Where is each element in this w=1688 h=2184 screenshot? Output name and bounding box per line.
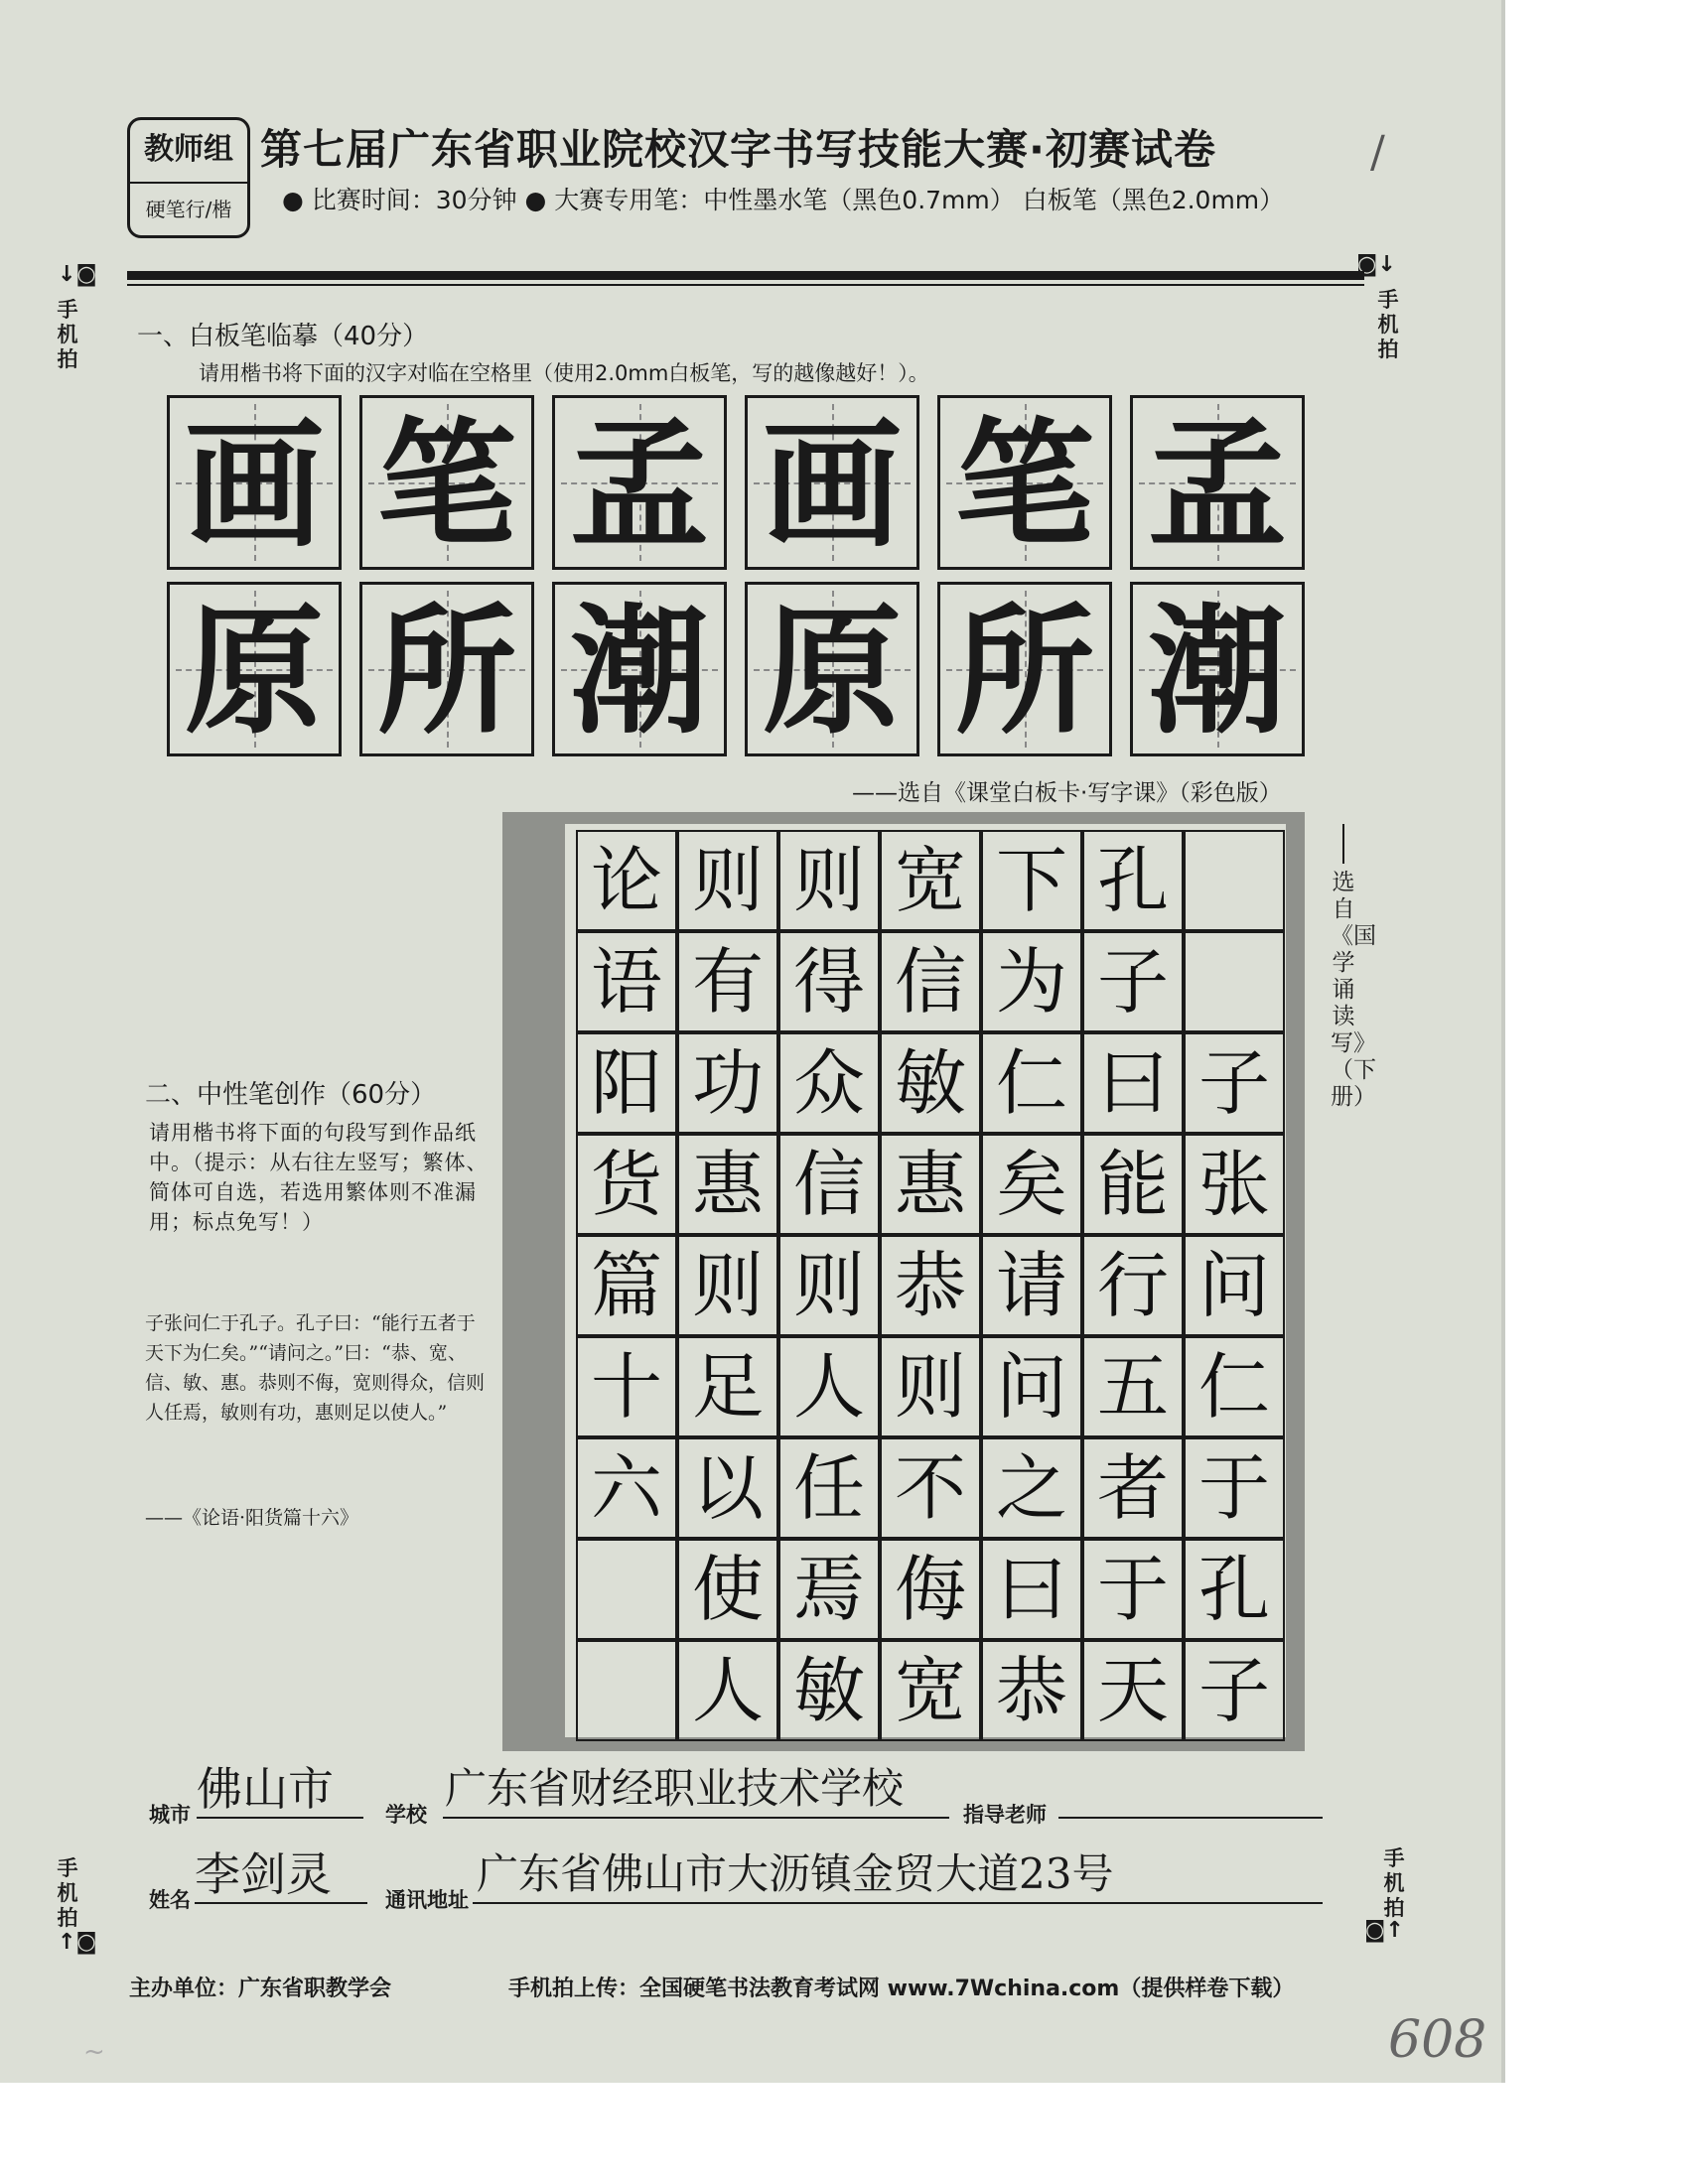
copy-cell[interactable] xyxy=(937,582,1112,756)
grid-cell[interactable]: 则 xyxy=(677,830,778,931)
copy-cell[interactable] xyxy=(1130,395,1305,570)
copy-cell[interactable] xyxy=(359,395,534,570)
grid-cell[interactable]: 仁 xyxy=(981,1032,1082,1134)
city-label: 城市 xyxy=(149,1803,191,1827)
grid-cell[interactable]: 阳 xyxy=(576,1032,677,1134)
grid-cell[interactable]: 张 xyxy=(1184,1134,1285,1235)
grid-cell[interactable]: 能 xyxy=(1082,1134,1184,1235)
footer-upload-info: 手机拍上传：全国硬笔书法教育考试网 www.7Wchina.com（提供样卷下载） xyxy=(508,1977,1295,2001)
grid-cell[interactable]: 敏 xyxy=(880,1032,981,1134)
copy-character: 所 xyxy=(376,591,516,753)
copy-character: 所 xyxy=(954,591,1094,753)
badge-category-label: 硬笔行/楷 xyxy=(130,182,247,237)
grid-cell[interactable]: 惠 xyxy=(677,1134,778,1235)
grid-cell[interactable]: 五 xyxy=(1082,1336,1184,1437)
grid-cell[interactable]: 矣 xyxy=(981,1134,1082,1235)
grid-cell[interactable] xyxy=(1184,830,1285,931)
footer-organizer: 主办单位：广东省职教学会 xyxy=(129,1977,392,2001)
page-number: 608 xyxy=(1388,2010,1487,2070)
copy-cell[interactable] xyxy=(1130,582,1305,756)
grid-cell[interactable]: 有 xyxy=(677,931,778,1032)
city-field[interactable]: 佛山市 xyxy=(197,1762,334,1816)
grid-cell[interactable]: 为 xyxy=(981,931,1082,1032)
grid-cell[interactable]: 恭 xyxy=(981,1640,1082,1741)
copy-character: 笔 xyxy=(954,404,1094,567)
grid-cell[interactable]: 则 xyxy=(778,830,880,931)
section2-heading: 二、中性笔创作（60分） xyxy=(145,1080,437,1110)
grid-cell[interactable]: 论 xyxy=(576,830,677,931)
grid-cell[interactable]: 侮 xyxy=(880,1539,981,1640)
grid-cell[interactable]: 孔 xyxy=(1082,830,1184,931)
section2-side-citation xyxy=(1331,824,1376,1111)
grid-cell[interactable]: 则 xyxy=(880,1336,981,1437)
copy-character: 画 xyxy=(184,404,324,567)
camera-down-arrow-icon: ◙↓ xyxy=(1356,252,1396,277)
exam-info: ● 比赛时间：30分钟 ● 大赛专用笔：中性墨水笔（黑色0.7mm） 白板笔（黑色2.0mm） xyxy=(282,186,1285,214)
address-label: 通讯地址 xyxy=(385,1888,469,1912)
copy-character: 画 xyxy=(762,404,902,567)
grid-cell[interactable]: 孔 xyxy=(1184,1539,1285,1640)
grid-cell[interactable]: 信 xyxy=(778,1134,880,1235)
copy-character: 孟 xyxy=(569,404,709,567)
grid-cell[interactable]: 不 xyxy=(880,1437,981,1539)
section1-heading: 一、白板笔临摹（40分） xyxy=(137,322,429,351)
grid-cell[interactable]: 请 xyxy=(981,1235,1082,1336)
grid-cell[interactable]: 于 xyxy=(1184,1437,1285,1539)
name-underline xyxy=(195,1902,367,1904)
teacher-underline xyxy=(1058,1817,1323,1819)
grid-cell[interactable]: 惠 xyxy=(880,1134,981,1235)
sample-passage-source: ——《论语·阳货篇十六》 xyxy=(145,1507,359,1529)
section1-instructions: 请用楷书将下面的汉字对临在空格里（使用2.0mm白板笔，写的越像越好！）。 xyxy=(199,361,929,385)
copy-character: 原 xyxy=(762,591,902,753)
scan-edge xyxy=(1501,0,1505,2083)
grid-cell[interactable]: 子 xyxy=(1184,1640,1285,1741)
copy-cell[interactable] xyxy=(937,395,1112,570)
grid-cell[interactable]: 人 xyxy=(778,1336,880,1437)
up-arrow-camera-icon: ↑◙ xyxy=(58,1930,97,1955)
copy-cell[interactable] xyxy=(167,582,342,756)
copy-cell[interactable] xyxy=(552,582,727,756)
down-arrow-camera-icon: ↓◙ xyxy=(58,262,97,287)
grid-cell[interactable]: 者 xyxy=(1082,1437,1184,1539)
copy-cell[interactable] xyxy=(552,395,727,570)
grid-cell[interactable]: 六 xyxy=(576,1437,677,1539)
school-underline xyxy=(443,1817,949,1819)
grid-cell[interactable]: 语 xyxy=(576,931,677,1032)
grid-cell[interactable]: 宽 xyxy=(880,1640,981,1741)
copy-cell[interactable] xyxy=(745,582,919,756)
copy-character: 潮 xyxy=(1147,591,1287,753)
grid-cell[interactable]: 功 xyxy=(677,1032,778,1134)
address-field[interactable]: 广东省佛山市大沥镇金贸大道23号 xyxy=(477,1849,1114,1898)
grid-cell[interactable]: 足 xyxy=(677,1336,778,1437)
grid-cell[interactable]: 下 xyxy=(981,830,1082,931)
name-field[interactable]: 李剑灵 xyxy=(195,1847,332,1901)
grid-cell[interactable]: 敏 xyxy=(778,1640,880,1741)
grid-cell[interactable]: 人 xyxy=(677,1640,778,1741)
grid-cell[interactable]: 以 xyxy=(677,1437,778,1539)
grid-cell[interactable]: 使 xyxy=(677,1539,778,1640)
grid-cell[interactable]: 任 xyxy=(778,1437,880,1539)
side-label-bottom-left: 手机拍 xyxy=(57,1856,78,1930)
grid-cell[interactable]: 曰 xyxy=(981,1539,1082,1640)
side-label-top-left: 手机拍 xyxy=(57,298,78,371)
grid-cell[interactable]: 曰 xyxy=(1082,1032,1184,1134)
copy-cell[interactable] xyxy=(745,395,919,570)
section2-instructions: 请用楷书将下面的句段写到作品纸中。（提示：从右往左竖写；繁体、简体可自选，若选用繁体则不准漏用；标点免写！） xyxy=(149,1121,489,1234)
grid-cell[interactable]: 宽 xyxy=(880,830,981,931)
teacher-label: 指导老师 xyxy=(963,1803,1047,1827)
grid-cell[interactable]: 于 xyxy=(1082,1539,1184,1640)
copy-character: 原 xyxy=(184,591,324,753)
copy-character: 潮 xyxy=(569,591,709,753)
pencil-mark: / xyxy=(1370,127,1385,178)
copy-character: 孟 xyxy=(1147,404,1287,567)
header-rule-thin xyxy=(127,284,1364,286)
grid-cell[interactable]: 众 xyxy=(778,1032,880,1134)
pencil-smudge: ~ xyxy=(83,2037,105,2067)
grid-cell[interactable]: 之 xyxy=(981,1437,1082,1539)
camera-up-arrow-icon: ◙↑ xyxy=(1364,1918,1404,1943)
grid-cell[interactable]: 信 xyxy=(880,931,981,1032)
grid-cell[interactable]: 十 xyxy=(576,1336,677,1437)
grid-cell[interactable]: 货 xyxy=(576,1134,677,1235)
section1-citation: ——选自《课堂白板卡·写字课》（彩色版） xyxy=(852,780,1282,806)
name-label: 姓名 xyxy=(149,1888,191,1912)
grid-cell[interactable]: 得 xyxy=(778,931,880,1032)
side-label-bottom-right: 手机拍 xyxy=(1383,1846,1405,1920)
school-field[interactable]: 广东省财经职业技术学校 xyxy=(445,1764,905,1813)
copy-character: 笔 xyxy=(376,404,516,567)
grid-cell[interactable]: 焉 xyxy=(778,1539,880,1640)
address-underline xyxy=(473,1902,1323,1904)
grid-cell[interactable]: 问 xyxy=(981,1336,1082,1437)
grid-cell[interactable]: 则 xyxy=(778,1235,880,1336)
grid-cell[interactable]: 仁 xyxy=(1184,1336,1285,1437)
grid-cell[interactable]: 篇 xyxy=(576,1235,677,1336)
grid-cell[interactable]: 则 xyxy=(677,1235,778,1336)
school-label: 学校 xyxy=(385,1803,427,1827)
grid-cell[interactable]: 子 xyxy=(1184,1032,1285,1134)
grid-cell[interactable] xyxy=(576,1640,677,1741)
grid-cell[interactable]: 恭 xyxy=(880,1235,981,1336)
grid-cell[interactable]: 子 xyxy=(1082,931,1184,1032)
group-badge xyxy=(127,117,250,238)
copy-cell[interactable] xyxy=(167,395,342,570)
section2-side-citation-text: 选自《国学诵读写》（下册） xyxy=(1331,870,1376,1110)
grid-cell[interactable] xyxy=(576,1539,677,1640)
sample-passage: 子张问仁于孔子。孔子曰：“能行五者于天下为仁矣。”“请问之。”曰：“恭、宽、信、敏、惠。恭则不侮，宽则得众，信则人任焉，敏则有功，惠则足以使人。” xyxy=(145,1312,486,1424)
header-rule-thick xyxy=(127,271,1364,280)
grid-cell[interactable] xyxy=(1184,931,1285,1032)
city-underline xyxy=(197,1817,363,1819)
grid-cell[interactable]: 天 xyxy=(1082,1640,1184,1741)
page-title: 第七届广东省职业院校汉字书写技能大赛·初赛试卷 xyxy=(260,125,1216,174)
badge-group-label: 教师组 xyxy=(144,132,233,167)
grid-cell[interactable]: 问 xyxy=(1184,1235,1285,1336)
grid-cell[interactable]: 行 xyxy=(1082,1235,1184,1336)
copy-cell[interactable] xyxy=(359,582,534,756)
side-label-top-right: 手机拍 xyxy=(1377,288,1399,361)
